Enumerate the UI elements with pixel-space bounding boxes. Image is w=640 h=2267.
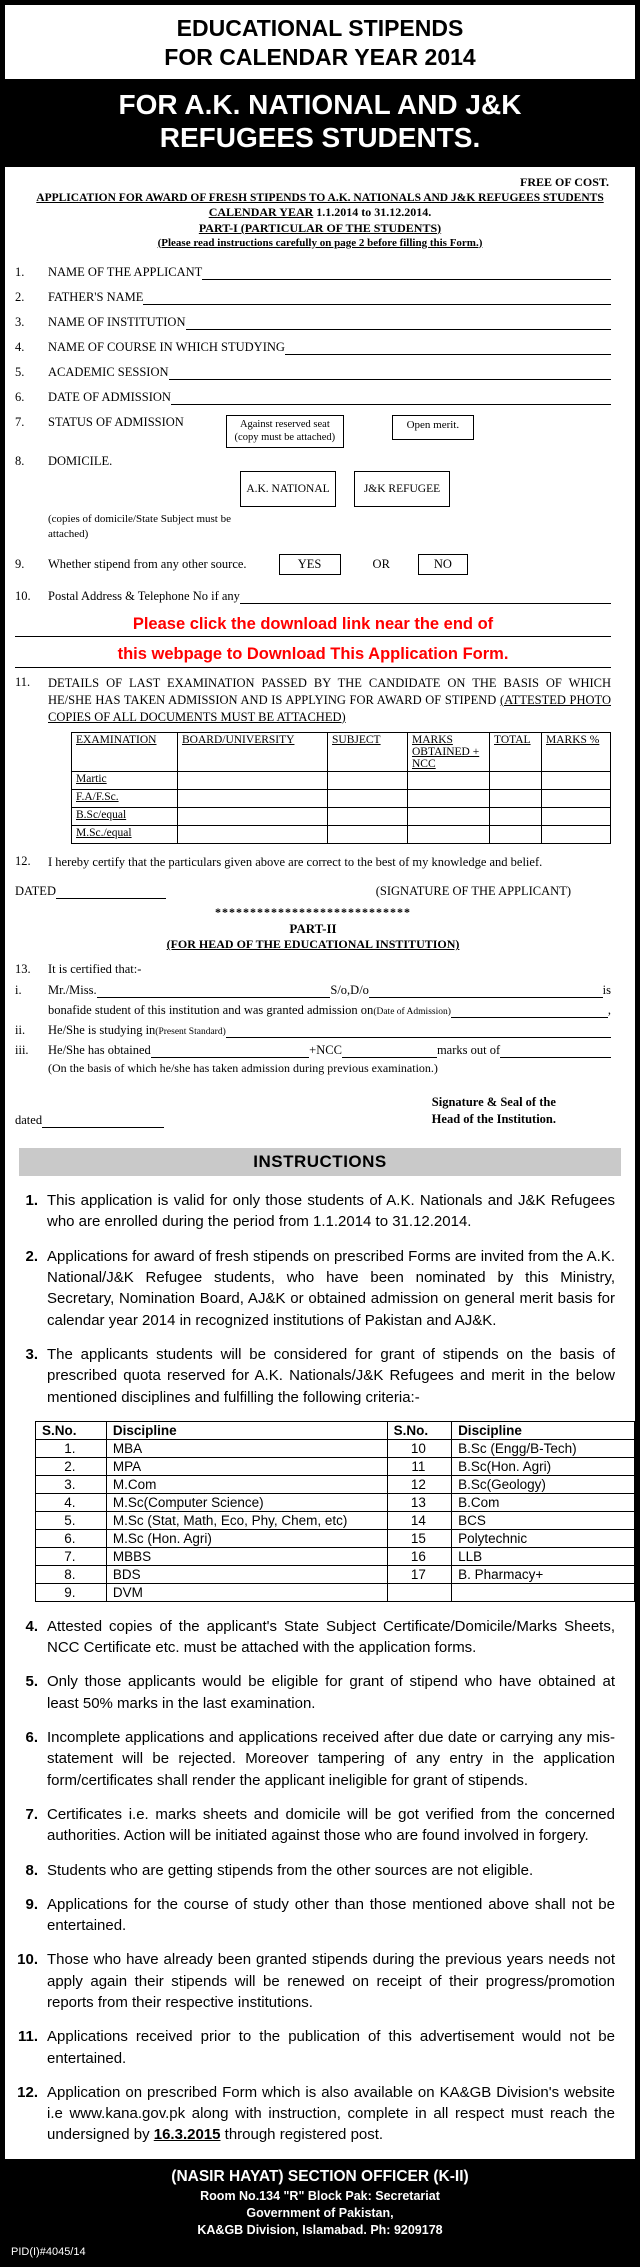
instruction-item-7 — [13, 1804, 615, 1847]
instruction-number: 12. — [17, 2083, 38, 2101]
deadline-date: 16.3.2015 — [153, 2126, 221, 2144]
calendar-year-value: 1.1.2014 to 31.12.2014. — [313, 204, 432, 219]
instruction-item-3 — [13, 1344, 615, 1408]
discipline-row — [36, 1547, 635, 1565]
field-number: 3. — [15, 314, 25, 329]
item11-text: DETAILS OF LAST EXAMINATION PASSED BY THE CANDIDATE ON THE BASIS OF WHICH HE/SHE HAS TAKEN ADMISSION AND IS APPLYING FOR AWARD OF STIPEND — [48, 675, 611, 707]
discipline-col-discipline-right: Discipline — [452, 1421, 635, 1439]
or-label: OR — [372, 556, 390, 571]
free-of-cost-label: FREE OF COST. — [519, 174, 609, 189]
exam-cell-empty — [408, 825, 490, 843]
discipline-header-row — [36, 1421, 635, 1439]
instruction-number: 5. — [25, 1673, 38, 1691]
part2-subheading: (FOR HEAD OF THE EDUCATIONAL INSTITUTION) — [166, 937, 460, 952]
instruction-text: Only those applicants would be eligible for grant of stipend who have obtained at least 50% marks in the last examination. — [47, 1673, 615, 1712]
footer-address-line1: Room No.134 "R" Block Pak: Secretariat — [200, 2188, 440, 2203]
discipline-name: MBA — [106, 1439, 387, 1457]
calendar-year-label: CALENDAR YEAR — [208, 204, 314, 219]
dated-blank-line — [56, 886, 166, 900]
last-examination-text — [48, 675, 611, 726]
instruction-number: 7. — [25, 1805, 38, 1823]
discipline-sno: 3. — [36, 1475, 107, 1493]
discipline-col-discipline-left: Discipline — [106, 1421, 387, 1439]
certified-that-label: It is certified that:- — [48, 962, 142, 977]
instruction-item-12 — [13, 2082, 615, 2146]
instruction-item-2 — [13, 1246, 615, 1331]
exam-row-label: B.Sc/equal — [72, 807, 178, 825]
discipline-sno: 13 — [387, 1493, 451, 1511]
roman-numeral-iii: iii. — [15, 1043, 29, 1058]
instruction-number: 10. — [17, 1951, 38, 1969]
discipline-name: M.Com — [106, 1475, 387, 1493]
instruction-item-6 — [13, 1727, 615, 1791]
no-checkbox: NO — [418, 554, 468, 575]
ak-national-checkbox: A.K. NATIONAL — [240, 471, 336, 507]
discipline-name: M.Sc (Stat, Math, Eco, Phy, Chem, etc) — [106, 1511, 387, 1529]
dated-seal-row — [15, 1094, 611, 1128]
form-field-row-name — [15, 265, 611, 280]
instruction-number: 4. — [25, 1617, 38, 1635]
blank-line — [171, 391, 611, 405]
exam-cell-empty — [178, 807, 328, 825]
exam-cell-empty — [542, 771, 611, 789]
calendar-year-line — [5, 205, 635, 220]
exam-table-row — [72, 789, 611, 807]
field-label: NAME OF COURSE IN WHICH STUDYING — [48, 339, 285, 354]
form-field-row-admission-date — [15, 390, 611, 405]
discipline-sno: 7. — [36, 1547, 107, 1565]
previous-examination-note: (On the basis of which he/she has taken admission during previous examination.) — [48, 1061, 438, 1076]
discipline-name — [452, 1583, 635, 1601]
discipline-col-sno-right: S.No. — [387, 1421, 451, 1439]
discipline-name: LLB — [452, 1547, 635, 1565]
instruction-item-10 — [13, 1949, 615, 2013]
field-number: 1. — [15, 264, 25, 279]
discipline-name: MPA — [106, 1457, 387, 1475]
instruction-number: 9. — [25, 1895, 38, 1913]
discipline-sno: 14 — [387, 1511, 451, 1529]
exam-table-row — [72, 771, 611, 789]
exam-col-total: TOTAL — [490, 732, 542, 771]
exam-col-examination: EXAMINATION — [72, 732, 178, 771]
status-of-admission-row — [15, 415, 611, 448]
download-watermark-line1: Please click the download link near the end of — [132, 614, 494, 633]
instruction-text — [47, 2082, 615, 2146]
exam-cell-empty — [542, 789, 611, 807]
discipline-sno: 4. — [36, 1493, 107, 1511]
exam-cell-empty — [490, 807, 542, 825]
discipline-sno: 9. — [36, 1583, 107, 1601]
blank-line — [451, 1005, 608, 1019]
exam-col-subject: SUBJECT — [328, 732, 408, 771]
discipline-col-sno-left: S.No. — [36, 1421, 107, 1439]
marks-out-of-label: marks out of — [436, 1043, 501, 1058]
discipline-row — [36, 1493, 635, 1511]
field-number: 11. — [15, 674, 31, 689]
discipline-sno: 1. — [36, 1439, 107, 1457]
comma: , — [607, 1003, 611, 1018]
discipline-sno: 6. — [36, 1529, 107, 1547]
stipend-source-row — [15, 554, 611, 575]
exam-table — [71, 732, 611, 844]
discipline-sno: 5. — [36, 1511, 107, 1529]
instruction-text: Those who have already been granted stipends during the previous years needs not apply again their stipends will be renewed on receipt of their progress/promotion reports from their respective institutions. — [47, 1951, 615, 2011]
blank-line — [342, 1045, 437, 1059]
has-obtained-label: He/She has obtained — [48, 1043, 151, 1058]
instruction-text: This application is valid for only those students of A.K. Nationals and J&K Refugees who are enrolled during the period from 1.1.2014 to 31.12.2014. — [47, 1192, 615, 1231]
discipline-row — [36, 1565, 635, 1583]
instruction-text: Applications for award of fresh stipends on prescribed Forms are invited from the A.K. National/J&K Refugee students, who have been nominated by this Ministry, Secretary, Nomination Board, AJ&K or obtained admission on general merit basis for calendar year 2014 in recognized institutions of Pakistan and AJ&K. — [47, 1247, 615, 1329]
mr-miss-label: Mr./Miss. — [48, 983, 97, 998]
ncc-label: +NCC — [309, 1043, 342, 1058]
blank-line — [285, 341, 611, 355]
blank-line — [500, 1045, 611, 1059]
field-label: DOMICILE. — [48, 453, 113, 468]
exam-col-marks: MARKS OBTAINED + NCC — [408, 732, 490, 771]
instruction-item-4 — [13, 1616, 615, 1659]
reserved-seat-label-line1: Against reserved seat — [239, 418, 330, 430]
certify-statement-text: I hereby certify that the particulars given above are correct to the best of my knowledge and belief. — [48, 854, 543, 869]
yes-checkbox: YES — [279, 554, 341, 575]
open-merit-checkbox: Open merit. — [392, 415, 474, 440]
field-number: 6. — [15, 389, 25, 404]
seal-line1: Signature & Seal of the — [431, 1095, 556, 1110]
exam-cell-empty — [328, 807, 408, 825]
discipline-name: MBBS — [106, 1547, 387, 1565]
domicile-note: (copies of domicile/State Subject must be attached) — [48, 512, 231, 540]
exam-table-row — [72, 825, 611, 843]
dated-label: DATED — [15, 884, 56, 899]
discipline-name: DVM — [106, 1583, 387, 1601]
field-number: 2. — [15, 289, 25, 304]
instructions-heading: INSTRUCTIONS — [19, 1148, 621, 1176]
discipline-name: M.Sc (Hon. Agri) — [106, 1529, 387, 1547]
instruction-text: Applications received prior to the publication of this advertisement would not be entertained. — [47, 2028, 615, 2067]
form-field-row-father-name — [15, 290, 611, 305]
part1-heading: PART-I (PARTICULAR OF THE STUDENTS) — [198, 220, 442, 235]
discipline-row — [36, 1475, 635, 1493]
instruction-number: 3. — [25, 1345, 38, 1363]
application-title: APPLICATION FOR AWARD OF FRESH STIPENDS TO A.K. NATIONALS AND J&K REFUGEES STUDENTS — [36, 191, 604, 204]
discipline-sno: 11 — [387, 1457, 451, 1475]
footer-block — [5, 2159, 635, 2263]
instruction-text: Incomplete applications and applications received after due date or carrying any mis-statement will be rejected. Moreover tampering of any entry in the application form/certificates shall render the applicant ineligible for grant of stipends. — [47, 1729, 615, 1789]
instruction-text-part1: Application on prescribed Form which is also available on KA&GB Division's website i.e www.kana.gov.pk along with instruction, complete in all respect must reach the undersigned by — [47, 2083, 615, 2144]
page-title-line2: FOR CALENDAR YEAR 2014 — [164, 43, 476, 70]
dated-label: dated — [15, 1113, 43, 1128]
form-field-row-session — [15, 365, 611, 380]
blank-line — [226, 1025, 611, 1039]
instruction-number: 1. — [25, 1192, 38, 1210]
certified-line-i — [15, 983, 611, 998]
document-header — [5, 5, 635, 79]
discipline-name: B.Sc(Hon. Agri) — [452, 1457, 635, 1475]
field-label: ACADEMIC SESSION — [48, 364, 169, 379]
instruction-text: Certificates i.e. marks sheets and domicile will be got verified from the concerned authorities. Action will be initiated against those who are found involved in forgery. — [47, 1805, 615, 1845]
applicant-signature-label: (SIGNATURE OF THE APPLICANT) — [375, 884, 571, 899]
field-number: 4. — [15, 339, 25, 354]
form-body — [5, 265, 635, 614]
discipline-sno: 17 — [387, 1565, 451, 1583]
reserved-seat-checkbox — [226, 415, 344, 448]
exam-cell-empty — [178, 789, 328, 807]
discipline-row — [36, 1511, 635, 1529]
instruction-text-part2: through registered post. — [220, 2126, 384, 2144]
exam-cell-empty — [542, 807, 611, 825]
blank-line — [169, 366, 611, 380]
exam-col-percent: MARKS % — [542, 732, 611, 771]
discipline-name: Polytechnic — [452, 1529, 635, 1547]
dated-signature-row — [15, 884, 611, 899]
instruction-item-9 — [13, 1894, 615, 1937]
field-number: 13. — [15, 962, 31, 977]
part2-heading: PART-II — [289, 921, 337, 937]
exam-cell-empty — [490, 825, 542, 843]
present-standard-small-label: (Present Standard) — [155, 1027, 226, 1038]
discipline-name: BDS — [106, 1565, 387, 1583]
form-field-row-course — [15, 340, 611, 355]
footer-address-line3: KA&GB Division, Islamabad. Ph: 9209178 — [197, 2222, 443, 2237]
form-field-row-institution — [15, 315, 611, 330]
instruction-item-5 — [13, 1671, 615, 1714]
exam-table-header-row — [72, 732, 611, 771]
certify-statement-item — [15, 854, 611, 871]
exam-cell-empty — [408, 771, 490, 789]
field-number: 12. — [15, 853, 31, 868]
instruction-number: 6. — [25, 1729, 38, 1747]
discipline-table — [35, 1421, 635, 1602]
address-blank-line — [15, 614, 611, 638]
exam-row-label: F.A/F.Sc. — [72, 789, 178, 807]
blank-line — [186, 316, 612, 330]
exam-row-label: M.Sc./equal — [72, 825, 178, 843]
instruction-number: 11. — [17, 2028, 38, 2046]
dated-blank-line — [42, 1114, 164, 1128]
last-examination-item — [15, 675, 611, 726]
discipline-sno: 2. — [36, 1457, 107, 1475]
field-label: Whether stipend from any other source. — [48, 556, 247, 571]
address-blank-line — [15, 644, 611, 668]
discipline-row — [36, 1529, 635, 1547]
postal-address-row — [15, 589, 611, 604]
exam-table-row — [72, 807, 611, 825]
instruction-item-11 — [13, 2026, 615, 2069]
download-watermark-line2: this webpage to Download This Application Form. — [117, 645, 509, 664]
seal-line2: Head of the Institution. — [431, 1112, 556, 1127]
field-label: NAME OF THE APPLICANT — [48, 264, 203, 279]
field-number: 8. — [15, 453, 25, 468]
officer-name-title: (NASIR HAYAT) SECTION OFFICER (K-II) — [171, 2167, 469, 2185]
exam-cell-empty — [178, 825, 328, 843]
domicile-row — [15, 454, 611, 469]
discipline-row — [36, 1457, 635, 1475]
instruction-number: 8. — [25, 1861, 38, 1879]
field-label: DATE OF ADMISSION — [48, 389, 171, 404]
field-number: 10. — [15, 588, 31, 603]
field-label: Postal Address & Telephone No if any — [48, 588, 240, 603]
discipline-sno: 12 — [387, 1475, 451, 1493]
exam-cell-empty — [178, 771, 328, 789]
roman-numeral-ii: ii. — [15, 1023, 26, 1038]
exam-cell-empty — [408, 807, 490, 825]
separator-stars: **************************** — [215, 905, 411, 920]
discipline-row — [36, 1439, 635, 1457]
is-label: is — [602, 983, 612, 998]
read-instructions-note: (Please read instructions carefully on page 2 before filling this Form.) — [157, 236, 483, 249]
certified-line-ii — [15, 1023, 611, 1038]
discipline-sno: 15 — [387, 1529, 451, 1547]
discipline-row — [36, 1583, 635, 1601]
head-signature-seal-label — [432, 1094, 556, 1128]
certified-line-i-cont — [48, 1003, 611, 1018]
discipline-name: BCS — [452, 1511, 635, 1529]
blank-line — [240, 590, 611, 604]
field-label: FATHER'S NAME — [48, 289, 144, 304]
exam-cell-empty — [328, 771, 408, 789]
instruction-text: Attested copies of the applicant's State Subject Certificate/Domicile/Marks Sheets, NCC Certificate etc. must be attached with the application forms. — [47, 1617, 615, 1657]
exam-row-label: Martic — [72, 771, 178, 789]
discipline-sno: 10 — [387, 1439, 451, 1457]
exam-cell-empty — [328, 825, 408, 843]
instruction-item-8 — [13, 1860, 615, 1881]
blank-line — [151, 1045, 309, 1059]
studying-in-label: He/She is studying in — [48, 1023, 156, 1038]
blank-line — [202, 266, 611, 280]
page-title-line1: EDUCATIONAL STIPENDS — [176, 15, 464, 41]
discipline-name: B.Sc (Engg/B-Tech) — [452, 1439, 635, 1457]
discipline-sno — [387, 1583, 451, 1601]
discipline-sno: 16 — [387, 1547, 451, 1565]
form-body-continued — [5, 675, 635, 1142]
blank-line — [97, 985, 331, 999]
discipline-sno: 8. — [36, 1565, 107, 1583]
discipline-name: B.Sc(Geology) — [452, 1475, 635, 1493]
jk-refugee-checkbox: J&K REFUGEE — [354, 471, 450, 507]
instruction-item-1 — [13, 1190, 615, 1233]
date-of-admission-small-label: (Date of Admission) — [373, 1007, 451, 1018]
exam-cell-empty — [490, 789, 542, 807]
banner-line2: REFUGEES STUDENTS. — [159, 122, 481, 154]
instruction-text: Applications for the course of study other than those mentioned above shall not be entertained. — [47, 1895, 615, 1935]
item11-underlined-text: (ATTESTED PHOTO COPIES OF ALL DOCUMENTS MUST BE ATTACHED) — [48, 692, 611, 724]
discipline-name: M.Sc(Computer Science) — [106, 1493, 387, 1511]
exam-cell-empty — [490, 771, 542, 789]
field-number: 9. — [15, 556, 25, 571]
discipline-name: B.Com — [452, 1493, 635, 1511]
roman-numeral-i: i. — [15, 983, 22, 998]
field-number: 7. — [15, 414, 25, 429]
banner-line1: FOR A.K. NATIONAL AND J&K — [118, 88, 522, 120]
certified-line-iii — [15, 1043, 611, 1058]
instruction-text: The applicants students will be considered for grant of stipends on the basis of prescribed quota reserved for A.K. Nationals/J&K Refugees and merit in the below mentioned disciplines and fulfilling the following criteria:- — [47, 1345, 615, 1406]
reserved-seat-label-line2: (copy must be attached) — [234, 432, 336, 444]
field-number: 5. — [15, 364, 25, 379]
exam-col-board: BOARD/UNIVERSITY — [178, 732, 328, 771]
subtitle-banner — [5, 79, 635, 167]
instruction-number: 2. — [25, 1247, 38, 1265]
domicile-options — [240, 471, 611, 507]
certified-that-row — [15, 962, 611, 977]
field-label: STATUS OF ADMISSION — [48, 414, 184, 429]
exam-cell-empty — [408, 789, 490, 807]
field-label: NAME OF INSTITUTION — [48, 314, 186, 329]
blank-line — [143, 291, 611, 305]
blank-line — [369, 985, 603, 999]
pid-number: PID(I)#4045/14 — [11, 2246, 86, 2259]
footer-address-line2: Government of Pakistan, — [246, 2205, 394, 2220]
exam-cell-empty — [328, 789, 408, 807]
bonafide-text: bonafide student of this institution and was granted admission on — [48, 1003, 374, 1018]
instruction-text: Students who are getting stipends from the other sources are not eligible. — [47, 1861, 534, 1879]
exam-cell-empty — [542, 825, 611, 843]
so-do-label: S/o,D/o — [330, 983, 369, 998]
discipline-name: B. Pharmacy+ — [452, 1565, 635, 1583]
